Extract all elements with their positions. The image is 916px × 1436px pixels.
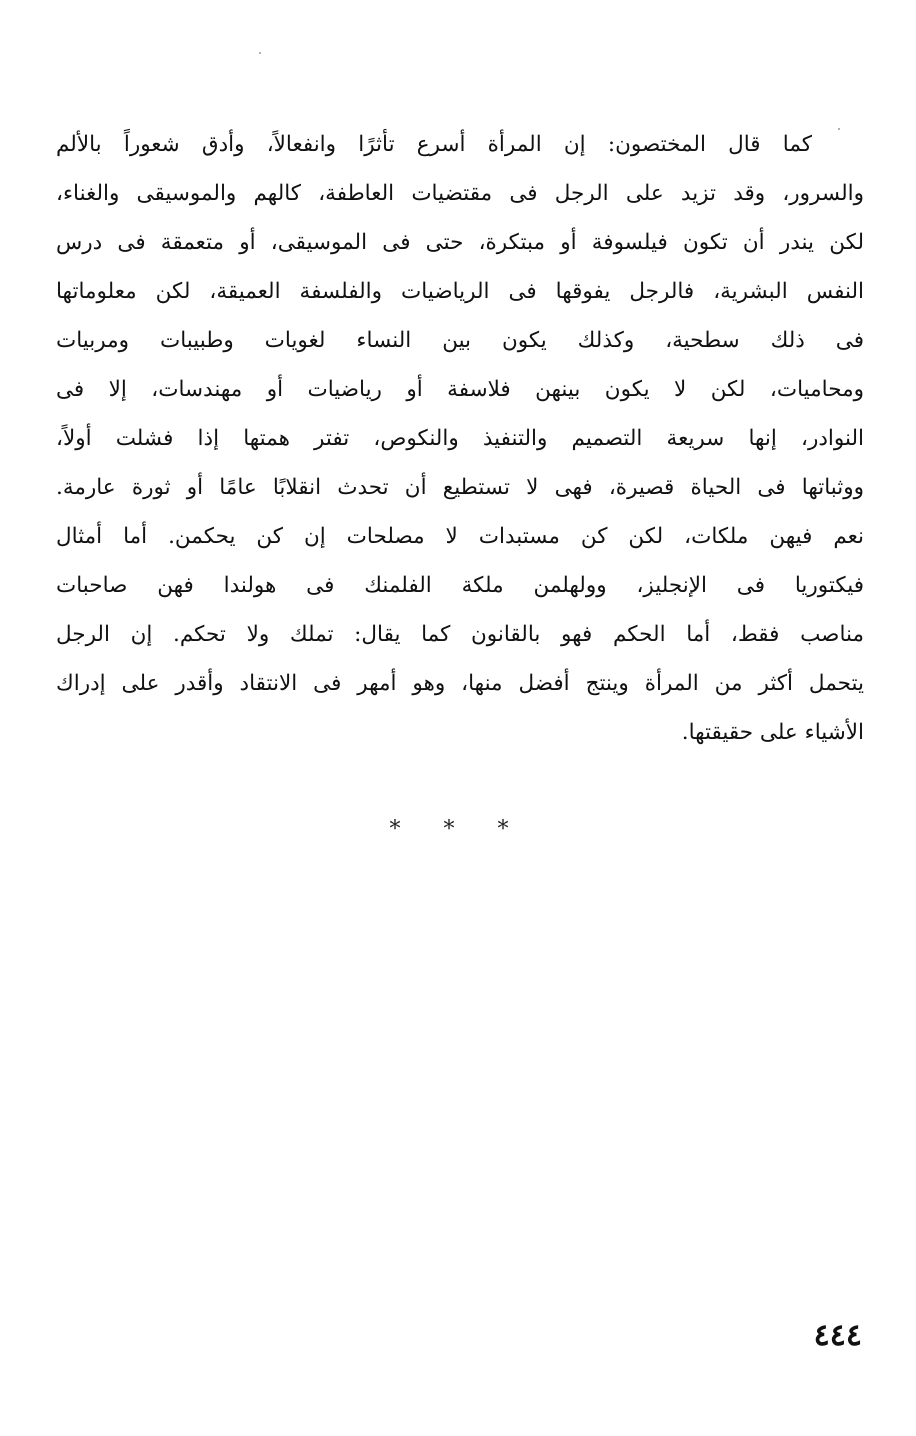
text-line-3: لكن يندر أن تكون فيلسوفة أو مبتكرة، حتى فى الموسيقى، أو متعمقة فى درس (56, 230, 864, 255)
text-line-13: الأشياء على حقيقتها. (681, 720, 864, 745)
text-line-7: النوادر، إنها سريعة التصميم والتنفيذ والنكوص، تفتر همتها إذا فشلت أولاً، (56, 426, 864, 451)
text-line-4: النفس البشرية، فالرجل يفوقها فى الرياضيات والفلسفة العميقة، لكن معلوماتها (56, 279, 864, 304)
page-number: ٤٤٤ (813, 1318, 862, 1353)
scan-speck (259, 52, 261, 54)
text-line-10: فيكتوريا فى الإنجليز، وولهلمن ملكة الفلمنك فى هولندا فهن صاحبات (56, 573, 864, 598)
section-divider-asterisks: * * * (389, 817, 527, 842)
text-line-1: كما قال المختصون: إن المرأة أسرع تأثرًا وانفعالاً، وأدق شعوراً بالألم (56, 132, 812, 157)
text-line-11: مناصب فقط، أما الحكم فهو بالقانون كما يقال: تملك ولا تحكم. إن الرجل (56, 622, 864, 647)
body-paragraph (56, 120, 864, 757)
text-line-5: فى ذلك سطحية، وكذلك يكون بين النساء لغويات وطبيبات ومربيات (56, 328, 864, 353)
text-line-8: ووثباتها فى الحياة قصيرة، فهى لا تستطيع أن تحدث انقلابًا عامًا أو ثورة عارمة. (56, 475, 864, 500)
text-line-9: نعم فيهن ملكات، لكن كن مستبدات لا مصلحات إن كن يحكمن. أما أمثال (56, 524, 864, 549)
text-line-12: يتحمل أكثر من المرأة وينتج أفضل منها، وهو أمهر فى الانتقاد وأقدر على إدراك (56, 671, 864, 696)
text-line-6: ومحاميات، لكن لا يكون بينهن فلاسفة أو رياضيات أو مهندسات، إلا فى (56, 377, 864, 402)
text-line-2: والسرور، وقد تزيد على الرجل فى مقتضيات العاطفة، كالهم والموسيقى والغناء، (56, 181, 864, 206)
